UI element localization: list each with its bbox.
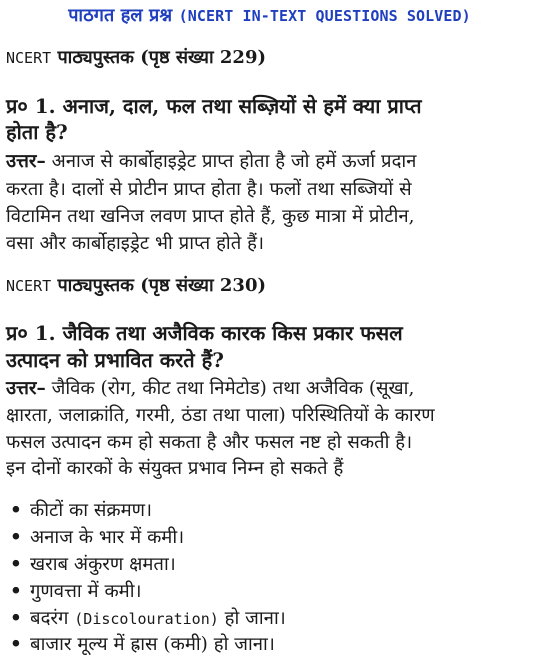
bullet-text: बाजार मूल्य में ह्रास (कमी) हो जाना। bbox=[30, 634, 275, 655]
bullet-text: गुणवत्ता में कमी। bbox=[30, 581, 142, 602]
section1-question-line2: होता है? bbox=[6, 120, 68, 144]
header-title-hindi: पाठगत हल प्रश्न bbox=[68, 5, 173, 26]
bullet-marker: • bbox=[10, 634, 22, 655]
section2-answer-text1: जैविक (रोग, कीट तथा निमेटोड) तथा अजैविक (सूखा, bbox=[45, 378, 415, 399]
bullet-text: बदरंग bbox=[30, 608, 69, 629]
section2-answer-line3: फसल उत्पादन कम हो सकता है और फसल नष्ट हो सकती है। bbox=[6, 432, 413, 453]
bullet-text: खराब अंकुरण क्षमता। bbox=[30, 554, 176, 575]
section1-question-line1: प्र० 1. अनाज, दाल, फल तथा सब्ज़ियों से हमें क्या प्राप्त bbox=[6, 94, 422, 118]
section2-answer-line1 bbox=[6, 375, 414, 400]
section2-ref-prefix: NCERT bbox=[6, 277, 52, 295]
section1-answer-label: उत्तर– bbox=[6, 151, 46, 172]
list-item bbox=[10, 605, 286, 630]
section2-question-line2: उत्पादन को प्रभावित करते हैं? bbox=[6, 348, 225, 372]
section1-answer-line3: विटामिन तथा खनिज लवण प्राप्त होते हैं, कुछ मात्रा में प्रोटीन, bbox=[6, 206, 415, 227]
bullet-marker: • bbox=[10, 527, 22, 548]
bullet-marker: • bbox=[10, 608, 22, 629]
bullet-text: अनाज के भार में कमी। bbox=[30, 527, 185, 548]
bullet-marker: • bbox=[10, 581, 22, 602]
section2-reference bbox=[6, 273, 266, 297]
section2-answer-line4: इन दोनों कारकों के संयुक्त प्रभाव निम्न हो सकते हैं bbox=[6, 458, 344, 479]
list-item bbox=[10, 524, 184, 549]
bullet-text: कीटों का संक्रमण। bbox=[30, 500, 153, 521]
bullet-marker: • bbox=[10, 554, 22, 575]
section1-answer-line2: करता है। दालों से प्रोटीन प्राप्त होता है। फलों तथा सब्जियों से bbox=[6, 179, 412, 200]
section1-reference bbox=[6, 45, 266, 69]
bullet-text-english: (Discolouration) bbox=[74, 610, 219, 628]
section1-ref-prefix: NCERT bbox=[6, 49, 52, 67]
list-item bbox=[10, 631, 275, 656]
list-item bbox=[10, 578, 142, 603]
section2-question-line1: प्र० 1. जैविक तथा अजैविक कारक किस प्रकार फसल bbox=[6, 321, 403, 345]
section1-answer-line1 bbox=[6, 148, 416, 173]
section1-ref-text: पाठ्यपुस्तक (पृष्ठ संख्या 229) bbox=[57, 47, 266, 68]
section2-ref-text: पाठ्यपुस्तक (पृष्ठ संख्या 230) bbox=[57, 275, 266, 296]
list-item bbox=[10, 551, 176, 576]
bullet-text-tail: हो जाना। bbox=[224, 608, 286, 629]
header-title-english: (NCERT IN-TEXT QUESTIONS SOLVED) bbox=[178, 7, 471, 25]
section1-answer-line4: वसा और कार्बोहाइड्रेट भी प्राप्त होते हैं। bbox=[6, 233, 264, 254]
section2-answer-label: उत्तर– bbox=[6, 378, 46, 399]
bullet-marker: • bbox=[10, 500, 22, 521]
list-item bbox=[10, 497, 152, 522]
section1-answer-text1: अनाज से कार्बोहाइड्रेट प्राप्त होता है जो हमें ऊर्जा प्रदान bbox=[45, 151, 417, 172]
page-header bbox=[0, 3, 539, 27]
section2-answer-line2: क्षारता, जलाक्रांति, गरमी, ठंडा तथा पाला) परिस्थितियों के कारण bbox=[6, 405, 435, 426]
